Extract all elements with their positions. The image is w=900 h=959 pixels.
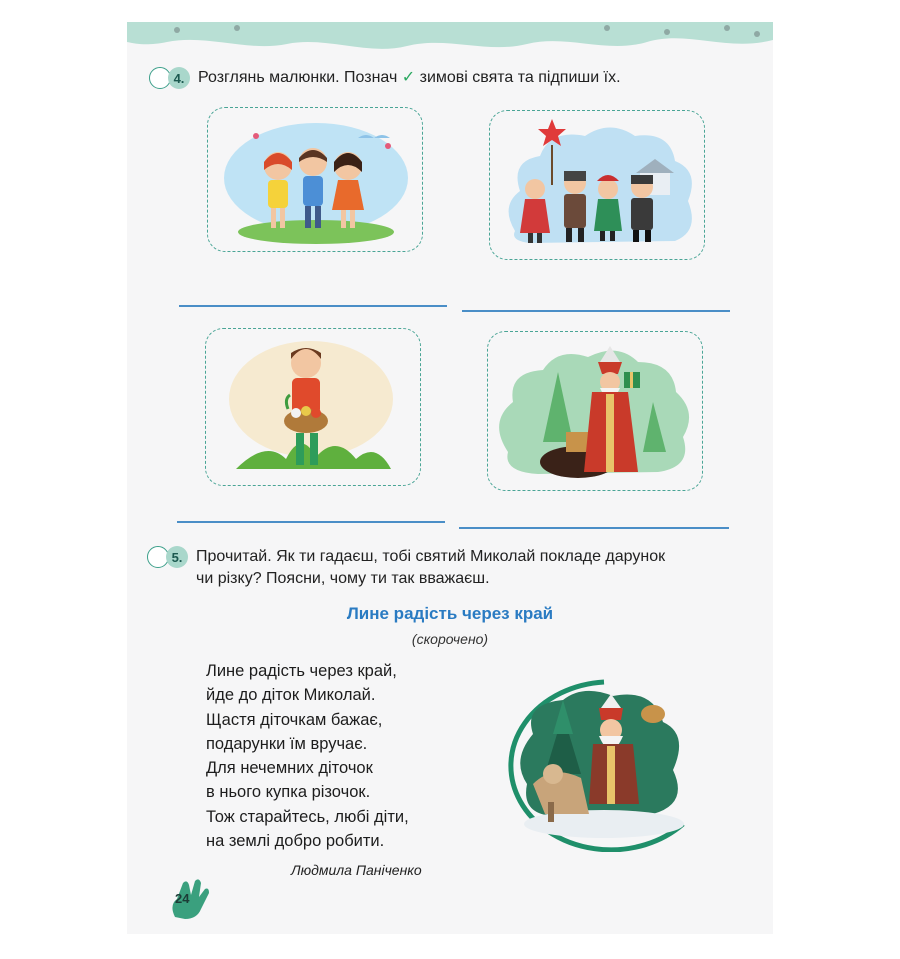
- task-4-text-before: Розглянь малюнки. Познач: [198, 69, 398, 86]
- picture-children-singing[interactable]: [207, 107, 423, 252]
- carolers-illustration: [490, 111, 706, 261]
- workbook-page: [127, 22, 773, 934]
- saint-nicholas-horse-illustration: [493, 674, 715, 852]
- task-4-text-after: зимові свята та підпиши їх.: [419, 69, 621, 86]
- poem-line: Щастя діточкам бажає,: [206, 710, 383, 729]
- poem-line: Тож старайтесь, любі діти,: [206, 807, 409, 826]
- children-singing-illustration: [208, 108, 424, 253]
- task-5-instruction: [196, 546, 665, 590]
- poem-author: Людмила Паніченко: [291, 862, 422, 878]
- picture-carolers[interactable]: [489, 110, 705, 260]
- boy-with-basket-illustration: [206, 329, 422, 487]
- picture-boy-with-basket[interactable]: [205, 328, 421, 486]
- check-mark-icon: ✓: [401, 69, 416, 86]
- answer-line-1[interactable]: [179, 305, 447, 307]
- task-4-number: 4.: [168, 67, 190, 89]
- poem-line: подарунки їм вручає.: [206, 734, 368, 753]
- page-number: 24: [175, 891, 190, 906]
- page-number-badge: [167, 877, 211, 921]
- task-5-line-1: Прочитай. Як ти гадаєш, тобі святий Миколай покладе дарунок: [196, 548, 666, 565]
- poem-line: на землі добро робити.: [206, 832, 385, 851]
- poem-title: Лине радість через край: [346, 604, 554, 623]
- answer-line-2[interactable]: [462, 310, 730, 312]
- answer-line-4[interactable]: [459, 527, 729, 529]
- poem-subtitle: (скорочено): [411, 631, 489, 647]
- task-4-instruction: [198, 67, 621, 89]
- task-4-header: [149, 67, 621, 89]
- answer-line-3[interactable]: [177, 521, 445, 523]
- picture-saint-nicholas[interactable]: [487, 331, 703, 491]
- poem-line: в нього купка різочок.: [206, 783, 371, 802]
- poem-text: [206, 659, 409, 853]
- task-5-header: [147, 546, 665, 590]
- poem-line: Лине радість через край,: [206, 662, 397, 680]
- task-5-number: 5.: [166, 546, 188, 568]
- saint-nicholas-illustration: [488, 332, 704, 492]
- top-wave-decoration: [127, 22, 773, 72]
- poem-line: Для нечемних діточок: [206, 759, 373, 778]
- poem-line: йде до діток Миколай.: [206, 686, 376, 705]
- task-5-line-2: чи різку? Поясни, чому ти так вважаєш.: [196, 570, 490, 587]
